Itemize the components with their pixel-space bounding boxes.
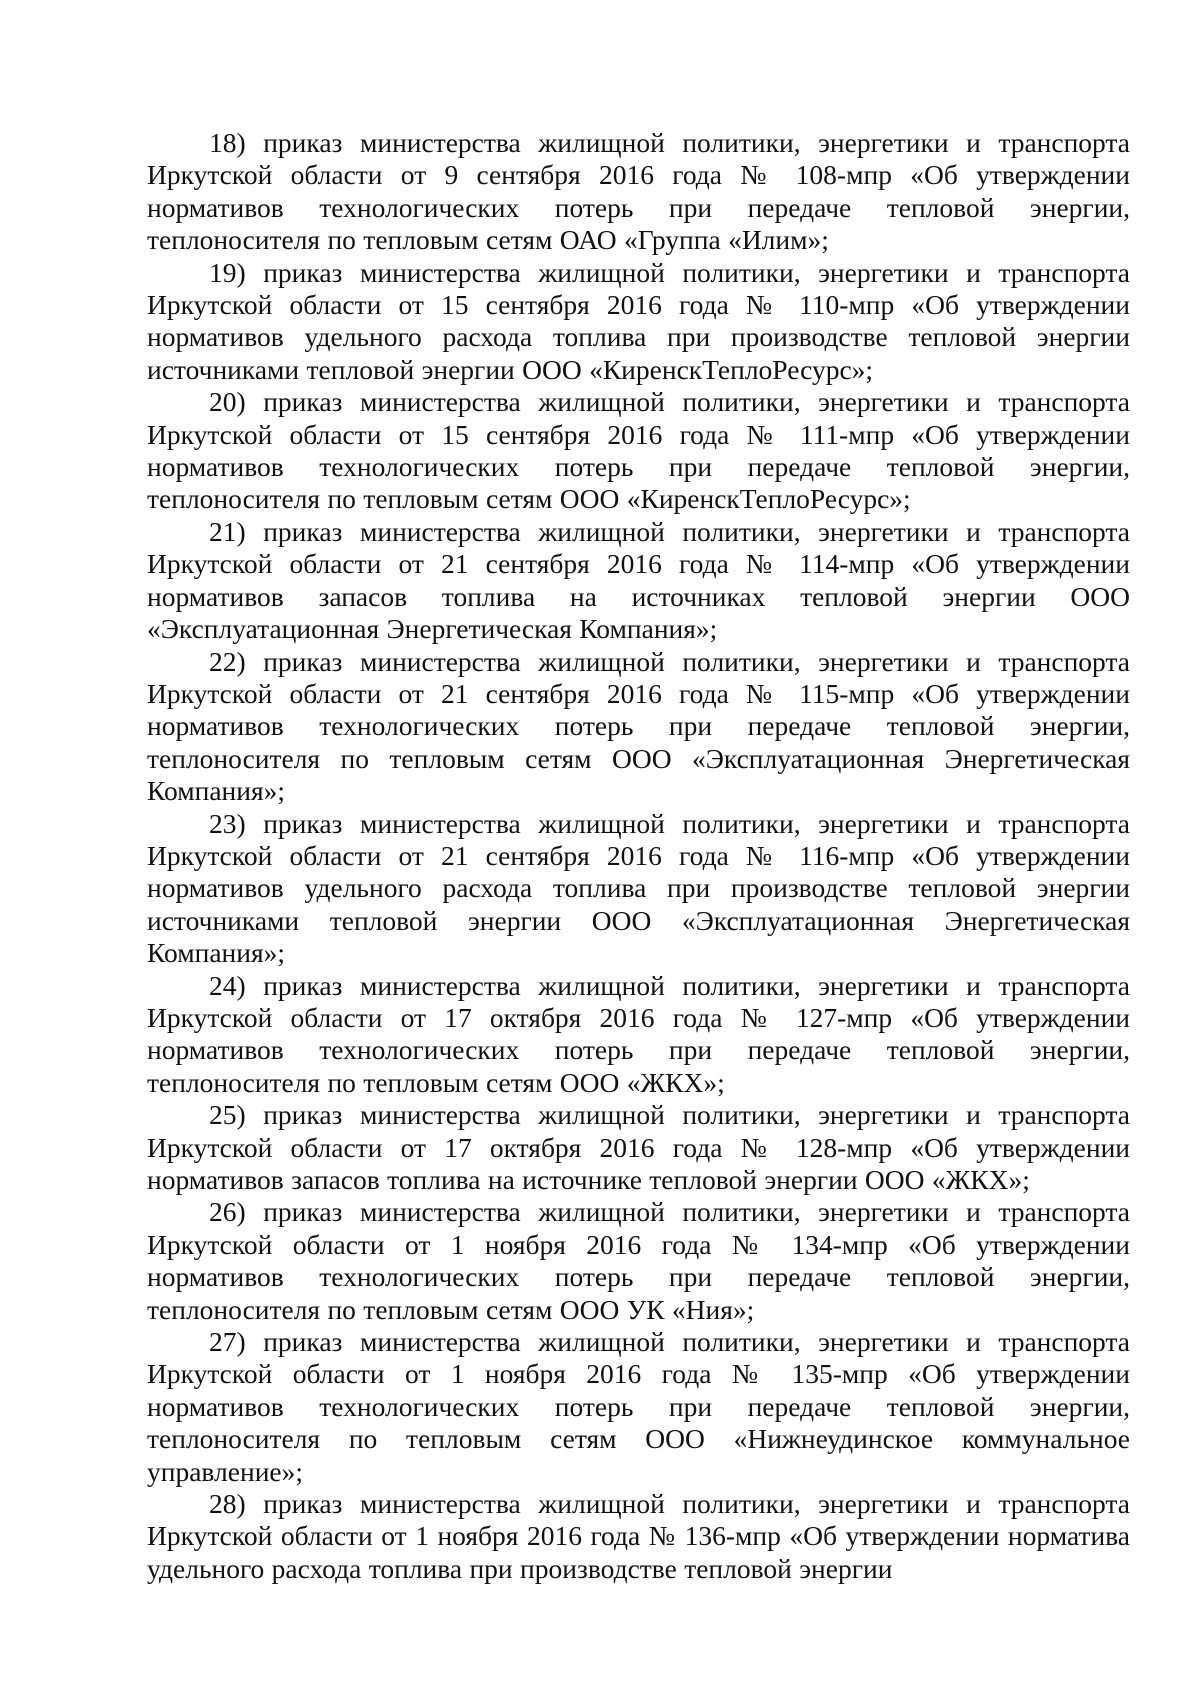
list-item-26: 26) приказ министерства жилищной политики, энергетики и транспорта Иркутской области от 1 ноября 2016 года № 134-мпр «Об утверждении нормативов технологических потерь при передаче тепловой энергии, теплоносителя по тепловым сетям ООО УК «Ния»; [147, 1196, 1130, 1325]
list-item-22: 22) приказ министерства жилищной политики, энергетики и транспорта Иркутской области от 21 сентября 2016 года № 115-мпр «Об утверждении нормативов технологических потерь при передаче тепловой энергии, теплоносителя по тепловым сетям ООО «Эксплуатационная Энергетическая Компания»; [147, 645, 1130, 807]
document-body [147, 127, 1130, 1585]
list-item-20: 20) приказ министерства жилищной политики, энергетики и транспорта Иркутской области от 15 сентября 2016 года № 111-мпр «Об утверждении нормативов технологических потерь при передаче тепловой энергии, теплоносителя по тепловым сетям ООО «КиренскТеплоРесурс»; [147, 386, 1130, 515]
list-item-27: 27) приказ министерства жилищной политики, энергетики и транспорта Иркутской области от 1 ноября 2016 года № 135-мпр «Об утверждении нормативов технологических потерь при передаче тепловой энергии, теплоносителя по тепловым сетям ООО «Нижнеудинское коммунальное управление»; [147, 1326, 1130, 1487]
list-item-18: 18) приказ министерства жилищной политики, энергетики и транспорта Иркутской области от 9 сентября 2016 года № 108-мпр «Об утверждении нормативов технологических потерь при передаче тепловой энергии, теплоносителя по тепловым сетям ОАО «Группа «Илим»; [147, 127, 1130, 256]
list-item-19: 19) приказ министерства жилищной политики, энергетики и транспорта Иркутской области от 15 сентября 2016 года № 110-мпр «Об утверждении нормативов удельного расхода топлива при производстве тепловой энергии источниками тепловой энергии ООО «КиренскТеплоРесурс»; [147, 256, 1130, 385]
list-item-28: 28) приказ министерства жилищной политики, энергетики и транспорта Иркутской области от 1 ноября 2016 года № 136-мпр «Об утверждении норматива удельного расхода топлива при производстве тепловой энергии [147, 1488, 1130, 1584]
list-item-25: 25) приказ министерства жилищной политики, энергетики и транспорта Иркутской области от 17 октября 2016 года № 128-мпр «Об утверждении нормативов запасов топлива на источнике тепловой энергии ООО «ЖКХ»; [147, 1099, 1130, 1195]
list-item-23: 23) приказ министерства жилищной политики, энергетики и транспорта Иркутской области от 21 сентября 2016 года № 116-мпр «Об утверждении нормативов удельного расхода топлива при производстве тепловой энергии источниками тепловой энергии ООО «Эксплуатационная Энергетическая Компания»; [147, 807, 1130, 969]
list-item-21: 21) приказ министерства жилищной политики, энергетики и транспорта Иркутской области от 21 сентября 2016 года № 114-мпр «Об утверждении нормативов запасов топлива на источниках тепловой энергии ООО «Эксплуатационная Энергетическая Компания»; [147, 515, 1130, 645]
list-item-24: 24) приказ министерства жилищной политики, энергетики и транспорта Иркутской области от 17 октября 2016 года № 127-мпр «Об утверждении нормативов технологических потерь при передаче тепловой энергии, теплоносителя по тепловым сетям ООО «ЖКХ»; [147, 969, 1130, 1098]
